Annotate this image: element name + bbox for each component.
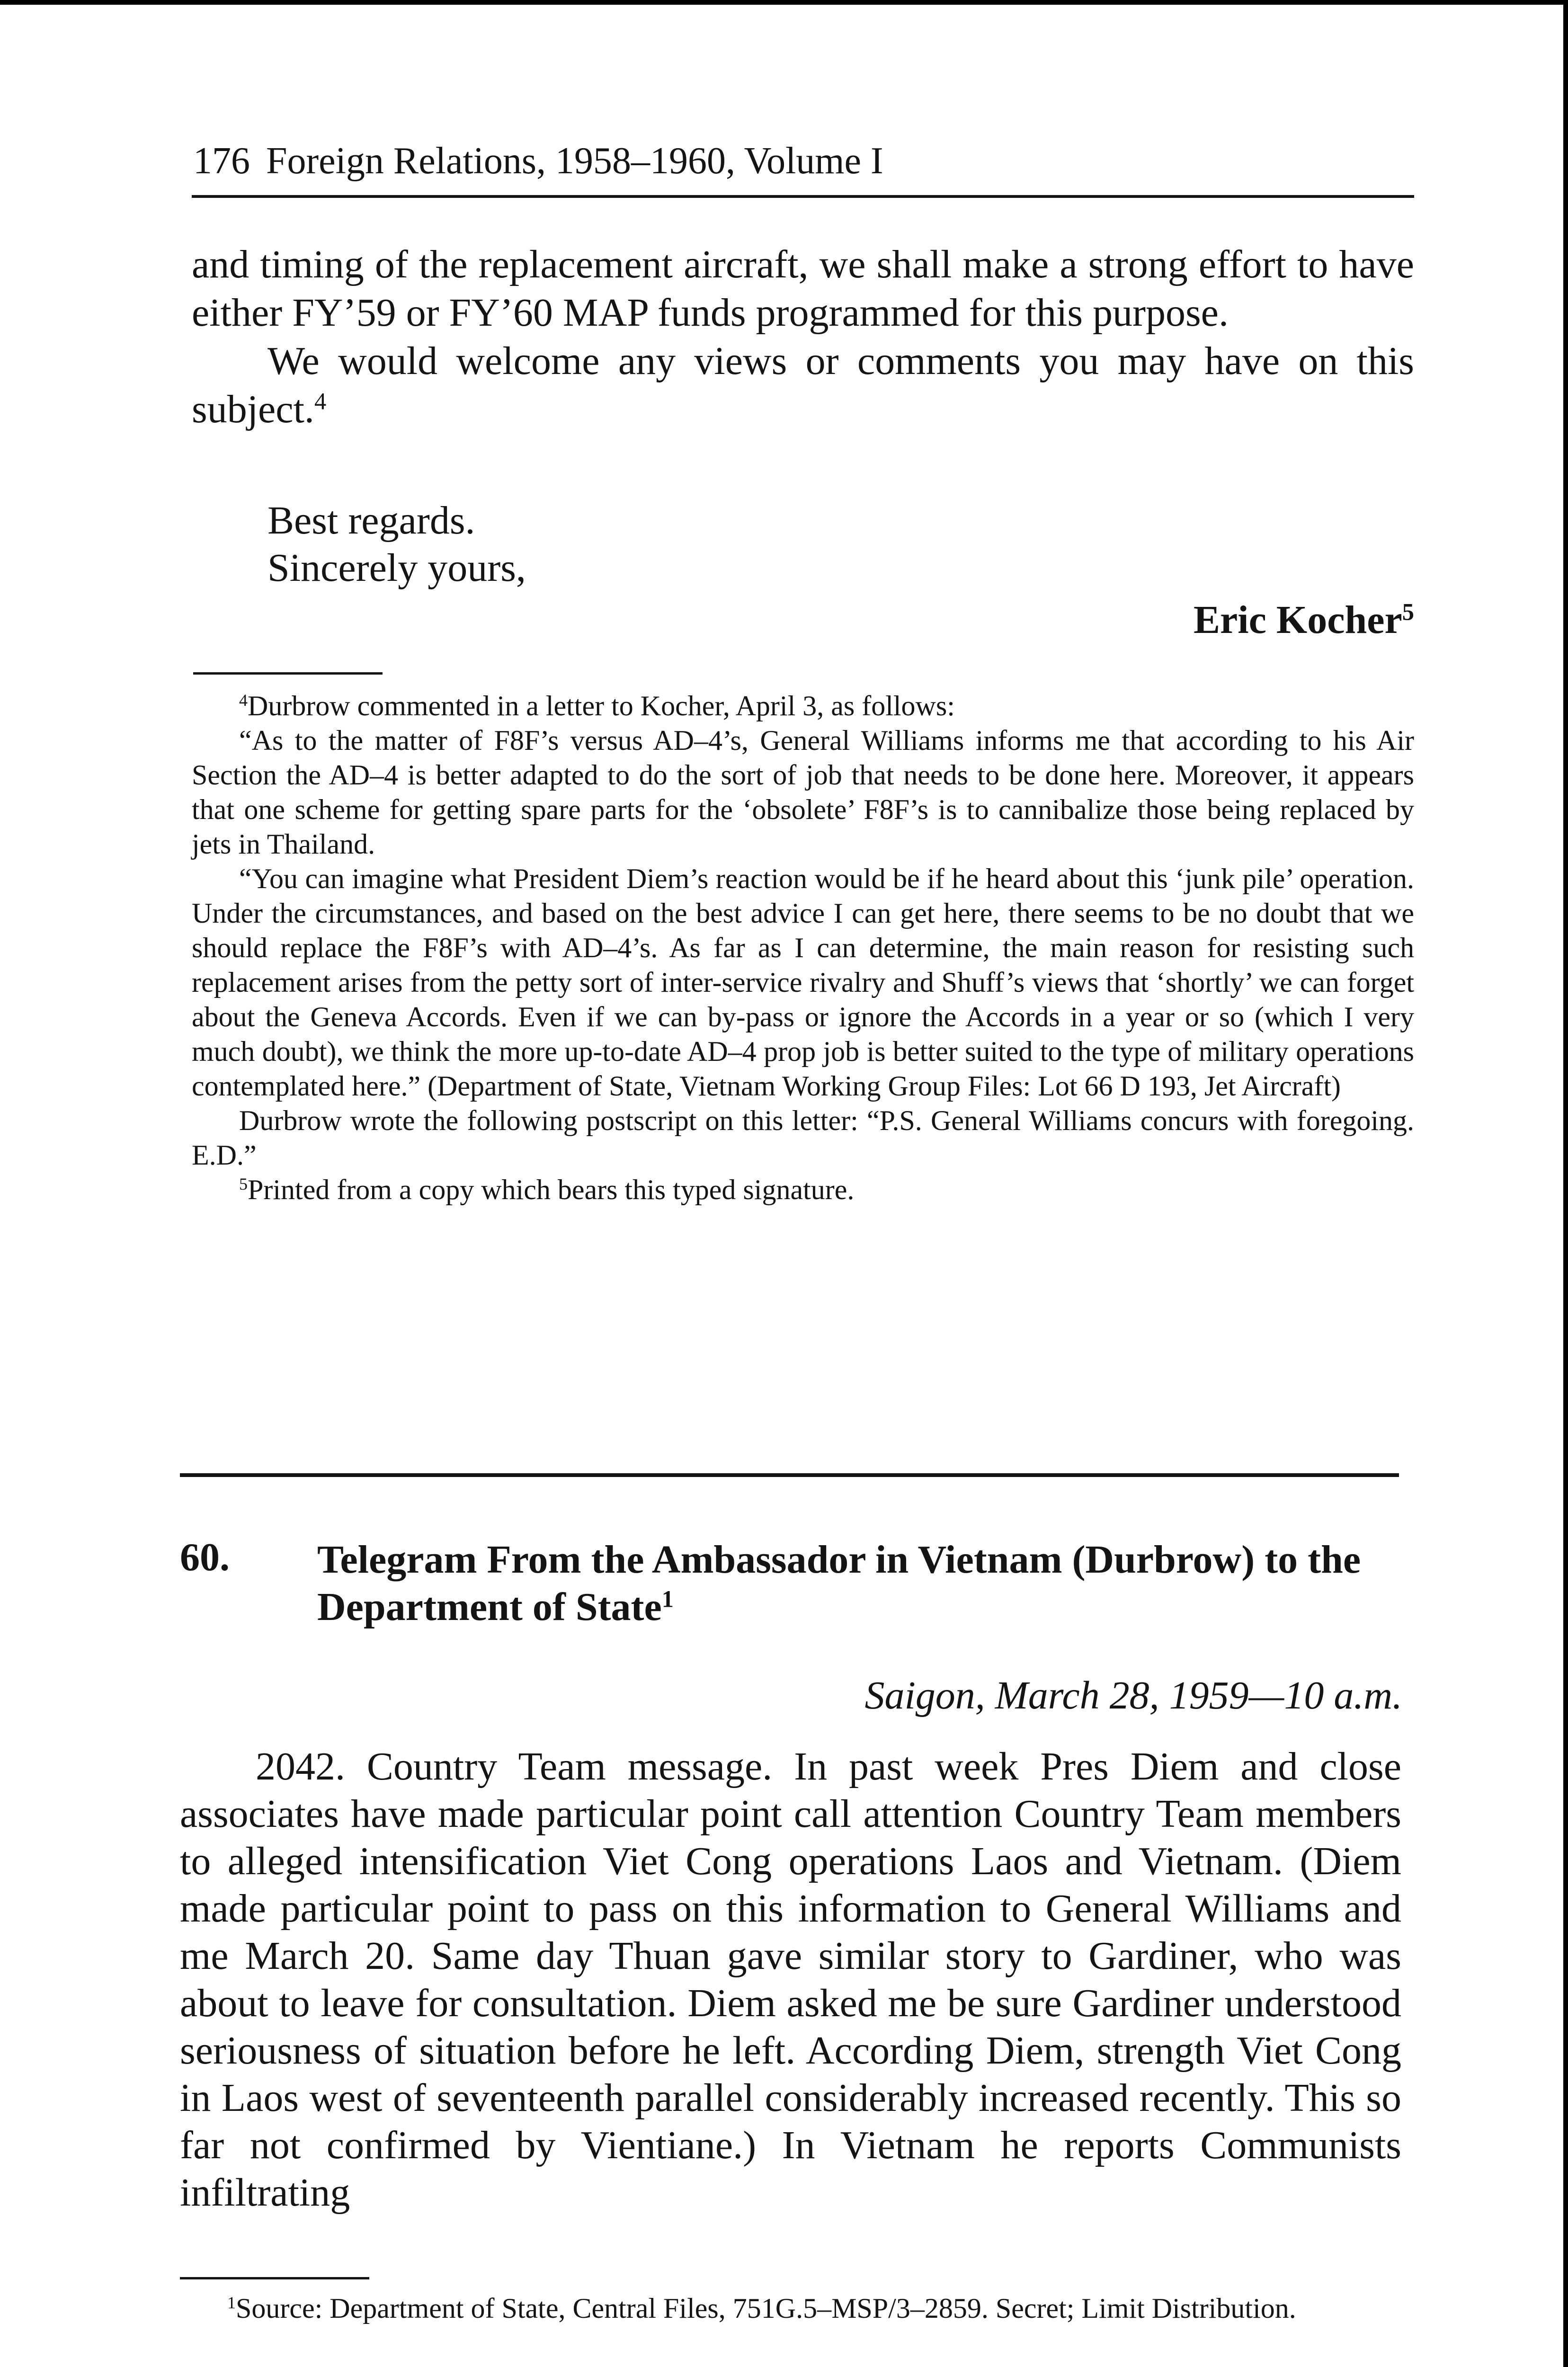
dateline: Saigon, March 28, 1959—10 a.m. (864, 1673, 1402, 1717)
signature: Eric Kocher$^5$ (1193, 598, 1414, 642)
footnote-4-quote-2: “You can imagine what President Diem’s reaction would be if he heard about this ‘junk pile’ operation. Under the circumstances, and based on the best advice I can get here, there seems to be no doubt that we should replace the F8F’s with AD–4’s. As far as I can determine, the main reason for resisting such replacement arises from the petty sort of inter-service rivalry and Shuff’s views that ‘shortly’ we can forget about the Geneva Accords. Even if we can by-pass or ignore the Accords in a year or so (which I very much doubt), we think the more up-to-date AD–4 prop job is better suited to the type of military operations contemplated here.” (Department of State, Vietnam Working Group Files: Lot 66 D 193, Jet Aircraft) (192, 863, 1414, 1102)
footnotes-top (192, 689, 1414, 1207)
footnote-ref-5: 5 (1402, 598, 1414, 625)
footnote-rule (193, 672, 383, 675)
best-regards: Best regards. (267, 498, 475, 543)
footnote-rule-bottom (180, 2277, 369, 2279)
footnote-4: $^4$Durbrow commented in a letter to Kocher, April 3, as follows: (239, 690, 955, 721)
sincerely-yours: Sincerely yours, (267, 546, 526, 590)
closing-paragraph: We would welcome any views or comments you may have on this subject.$^4$ (192, 339, 1414, 431)
running-title: Foreign Relations, 1958–1960, Volume I (266, 140, 883, 182)
continuation-text (192, 240, 1414, 434)
scan-border-right (1563, 0, 1568, 2367)
footnote-1: $^1$Source: Department of State, Central Files, 751G.5–MSP/3–2859. Secret; Limit Distribution. (227, 2293, 1296, 2324)
footnote-4-postscript: Durbrow wrote the following postscript on this letter: “P.S. General Williams concurs with foregoing. E.D.” (192, 1105, 1414, 1171)
scan-border-top (0, 0, 1568, 5)
footnotes-bottom (180, 2291, 1401, 2326)
telegram-paragraph: 2042. Country Team message. In past week Pres Diem and close associates have made particular point call attention Country Team members to alleged intensification Viet Cong operations Laos and Vietnam. (Diem made particular point to pass on this information to General Williams and me March 20. Same day Thuan gave similar story to Gardiner, who was about to leave for consultation. Diem asked me be sure Gardiner understood seriousness of situation before he left. According Diem, strength Viet Cong in Laos west of seventeenth parallel considerably increased recently. This so far not confirmed by Vientiane.) In Vietnam he reports Communists infiltrating (180, 1744, 1401, 2215)
footnote-5: $^5$Printed from a copy which bears this typed signature. (239, 1174, 855, 1205)
document-number: 60. (180, 1535, 230, 1579)
page-number: 176 (193, 140, 250, 182)
telegram-body (180, 1743, 1401, 2216)
letter-closing (267, 497, 526, 592)
document-title: Telegram From the Ambassador in Vietnam (Durbrow) to the Department of State$^1$ (317, 1538, 1361, 1629)
section-divider (180, 1473, 1399, 1477)
footnote-ref-1: 1 (661, 1585, 674, 1612)
header-rule (192, 195, 1414, 198)
footnote-ref-4: 4 (314, 388, 327, 415)
continuation-paragraph: and timing of the replacement aircraft, we shall make a strong effort to have either FY’59 or FY’60 MAP funds programmed for this purpose. (192, 242, 1414, 335)
footnote-4-quote-1: “As to the matter of F8F’s versus AD–4’s, General Williams informs me that according to his Air Section the AD–4 is better adapted to do the sort of job that needs to be done here. Moreover, it appears that one scheme for getting spare parts for the ‘obsolete’ F8F’s is to cannibalize those being replaced by jets in Thailand. (192, 725, 1414, 860)
running-header (193, 142, 1415, 180)
